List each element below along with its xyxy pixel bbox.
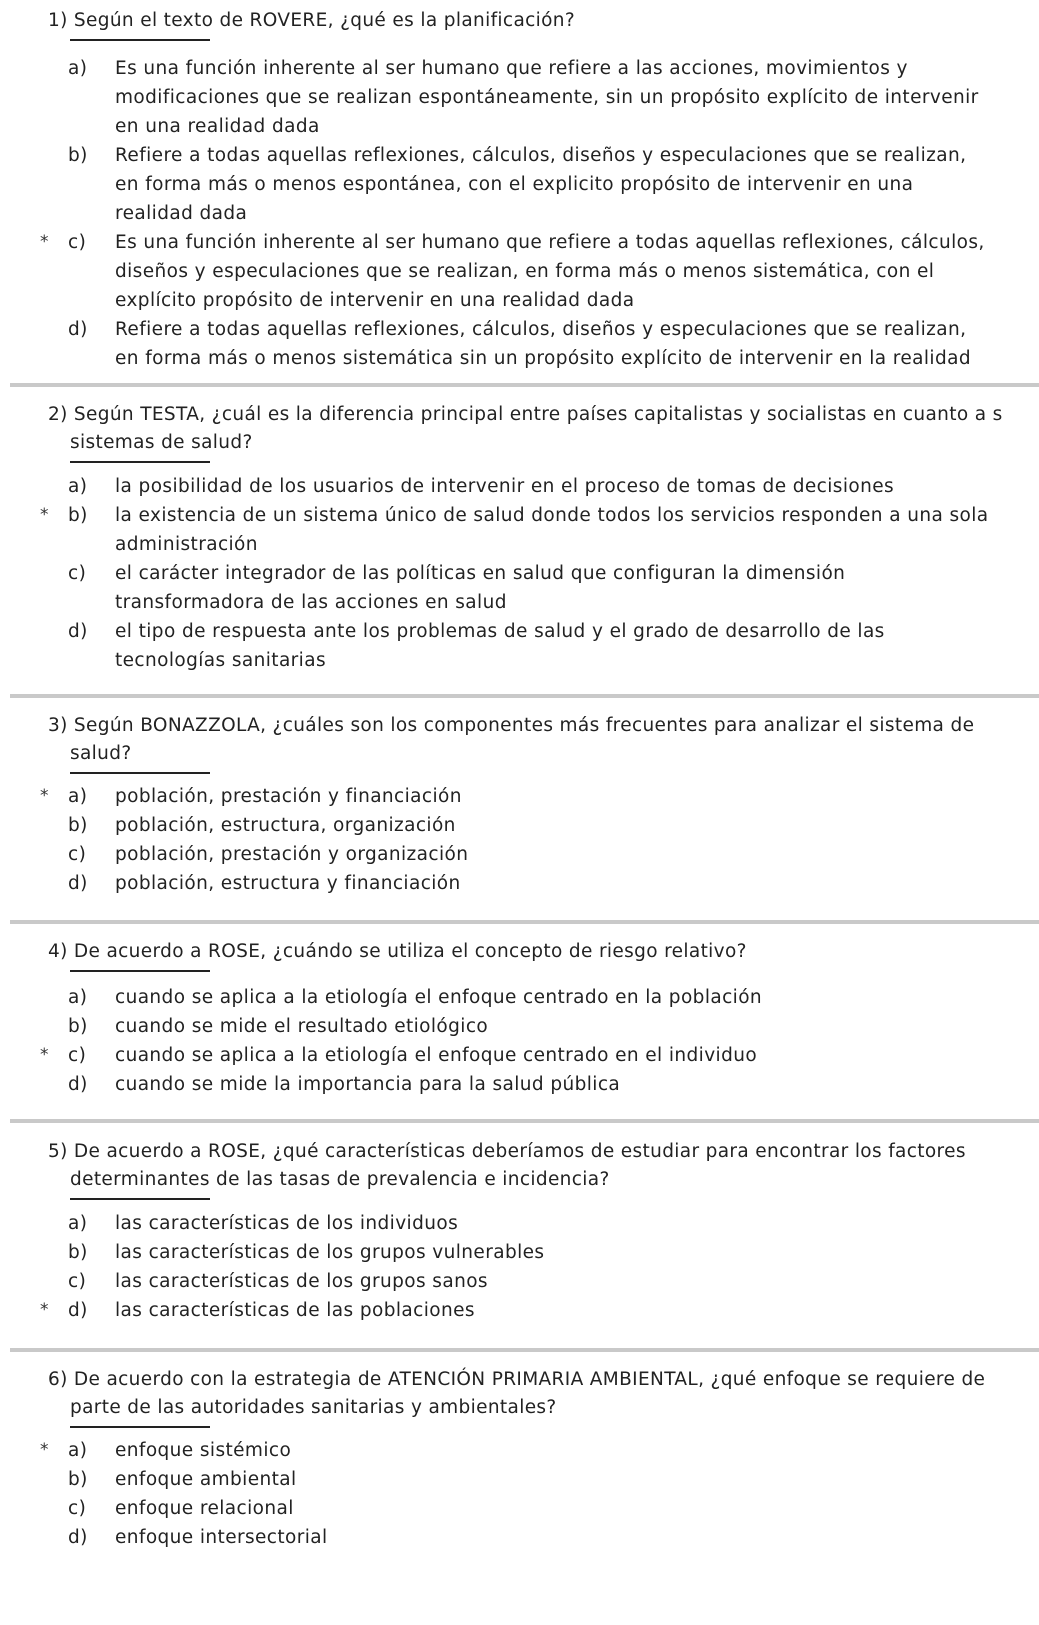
option-text-line: administración — [115, 534, 258, 555]
question-title-line: 6) De acuerdo con la estrategia de ATENCIÓN PRIMARIA AMBIENTAL, ¿qué enfoque se requiere de — [48, 1369, 986, 1390]
question-1 — [0, 7, 1039, 369]
option-text-line: Refiere a todas aquellas reflexiones, cálculos, diseños y especulaciones que se realizan, — [115, 145, 967, 166]
answer-marker: * — [40, 786, 49, 806]
section-divider — [10, 1348, 1039, 1352]
option-text-line: Es una función inherente al ser humano que refiere a todas aquellas reflexiones, cálculos, — [115, 232, 985, 253]
option-letter: c) — [68, 844, 87, 865]
question-4-options — [0, 983, 1039, 1099]
option-letter: b) — [68, 1016, 88, 1037]
title-underline — [70, 461, 210, 463]
answer-marker: * — [40, 1440, 49, 1460]
question-6-title — [48, 1366, 1039, 1422]
option-text-line: realidad dada — [115, 203, 248, 224]
option-d[interactable] — [0, 1523, 1039, 1552]
question-2-options — [0, 472, 1039, 675]
section-divider — [10, 383, 1039, 387]
option-d[interactable] — [0, 1070, 1039, 1099]
section-divider — [10, 920, 1039, 924]
question-title-line: sistemas de salud? — [70, 432, 253, 453]
option-a[interactable] — [0, 1436, 1039, 1465]
option-text-line: las características de los grupos vulnerables — [115, 1242, 545, 1263]
option-text-line: en forma más o menos sistemática sin un propósito explícito de intervenir en la realidad — [115, 348, 971, 369]
option-text-line: enfoque relacional — [115, 1498, 294, 1519]
option-c[interactable] — [0, 1041, 1039, 1070]
option-b[interactable] — [0, 1238, 1039, 1267]
option-text-line: el tipo de respuesta ante los problemas de salud y el grado de desarrollo de las — [115, 621, 885, 642]
option-c[interactable] — [0, 1494, 1039, 1523]
option-letter: b) — [68, 1242, 88, 1263]
option-c[interactable] — [0, 840, 1039, 869]
option-letter: c) — [68, 1498, 87, 1519]
question-4-title — [48, 938, 1039, 966]
answer-marker: * — [40, 232, 49, 252]
option-letter: d) — [68, 873, 88, 894]
question-title-line: 5) De acuerdo a ROSE, ¿qué características deberíamos de estudiar para encontrar los factores — [48, 1141, 966, 1162]
question-6-options — [0, 1436, 1039, 1552]
option-text-line: las características de las poblaciones — [115, 1300, 475, 1321]
option-letter: a) — [68, 58, 88, 79]
option-text-line: las características de los grupos sanos — [115, 1271, 488, 1292]
option-d[interactable] — [0, 617, 1039, 675]
question-3-options — [0, 782, 1039, 898]
option-letter: a) — [68, 786, 88, 807]
question-title-line: determinantes de las tasas de prevalencia e incidencia? — [70, 1169, 610, 1190]
question-5-title — [48, 1138, 1039, 1194]
section-divider — [10, 694, 1039, 698]
question-title-line: 3) Según BONAZZOLA, ¿cuáles son los componentes más frecuentes para analizar el sistema de — [48, 715, 975, 736]
question-5 — [0, 1138, 1039, 1321]
option-letter: b) — [68, 815, 88, 836]
question-title-line: 1) Según el texto de ROVERE, ¿qué es la planificación? — [48, 10, 576, 31]
title-underline — [70, 1198, 210, 1200]
option-b[interactable] — [0, 811, 1039, 840]
title-underline — [70, 772, 210, 774]
question-title-line: parte de las autoridades sanitarias y ambientales? — [70, 1397, 557, 1418]
option-text-line: Refiere a todas aquellas reflexiones, cálculos, diseños y especulaciones que se realizan, — [115, 319, 967, 340]
option-text-line: Es una función inherente al ser humano que refiere a las acciones, movimientos y — [115, 58, 908, 79]
title-underline — [70, 970, 210, 972]
option-b[interactable] — [0, 141, 1039, 228]
option-letter: c) — [68, 563, 87, 584]
option-text-line: las características de los individuos — [115, 1213, 459, 1234]
option-text-line: cuando se mide el resultado etiológico — [115, 1016, 489, 1037]
option-letter: b) — [68, 505, 88, 526]
question-title-line: 2) Según TESTA, ¿cuál es la diferencia principal entre países capitalistas y socialistas en cuanto a s — [48, 404, 1003, 425]
question-1-title — [48, 7, 1039, 35]
option-letter: d) — [68, 319, 88, 340]
option-letter: c) — [68, 1271, 87, 1292]
option-text-line: en forma más o menos espontánea, con el explicito propósito de intervenir en una — [115, 174, 914, 195]
option-d[interactable] — [0, 869, 1039, 898]
question-6 — [0, 1366, 1039, 1548]
option-letter: c) — [68, 1045, 87, 1066]
option-text-line: enfoque intersectorial — [115, 1527, 328, 1548]
option-b[interactable] — [0, 1465, 1039, 1494]
option-c[interactable] — [0, 228, 1039, 315]
option-letter: a) — [68, 987, 88, 1008]
option-text-line: cuando se mide la importancia para la salud pública — [115, 1074, 621, 1095]
option-text-line: población, prestación y financiación — [115, 786, 462, 807]
option-text-line: población, estructura y financiación — [115, 873, 461, 894]
answer-marker: * — [40, 1300, 49, 1320]
option-d[interactable] — [0, 315, 1039, 373]
question-5-options — [0, 1209, 1039, 1325]
question-3-title — [48, 712, 1039, 768]
option-letter: a) — [68, 476, 88, 497]
option-text-line: diseños y especulaciones que se realizan, en forma más o menos sistemática, con el — [115, 261, 935, 282]
question-1-options — [0, 54, 1039, 373]
option-b[interactable] — [0, 1012, 1039, 1041]
option-letter: d) — [68, 1527, 88, 1548]
option-text-line: enfoque sistémico — [115, 1440, 292, 1461]
option-d[interactable] — [0, 1296, 1039, 1325]
option-letter: d) — [68, 621, 88, 642]
question-title-line: salud? — [70, 743, 132, 764]
question-3 — [0, 712, 1039, 894]
option-text-line: cuando se aplica a la etiología el enfoque centrado en la población — [115, 987, 763, 1008]
title-underline — [70, 1426, 210, 1428]
option-text-line: tecnologías sanitarias — [115, 650, 326, 671]
title-underline — [70, 39, 210, 41]
option-letter: c) — [68, 232, 87, 253]
option-text-line: la existencia de un sistema único de salud donde todos los servicios responden a una sola — [115, 505, 989, 526]
option-text-line: cuando se aplica a la etiología el enfoque centrado en el individuo — [115, 1045, 758, 1066]
option-letter: a) — [68, 1213, 88, 1234]
option-c[interactable] — [0, 1267, 1039, 1296]
option-letter: b) — [68, 145, 88, 166]
question-2-title — [48, 401, 1039, 457]
option-letter: a) — [68, 1440, 88, 1461]
answer-marker: * — [40, 1045, 49, 1065]
option-a[interactable] — [0, 782, 1039, 811]
question-2 — [0, 401, 1039, 671]
option-letter: d) — [68, 1074, 88, 1095]
option-c[interactable] — [0, 559, 1039, 617]
answer-marker: * — [40, 505, 49, 525]
option-a[interactable] — [0, 983, 1039, 1012]
option-text-line: modificaciones que se realizan espontáneamente, sin un propósito explícito de intervenir — [115, 87, 979, 108]
option-text-line: el carácter integrador de las políticas en salud que configuran la dimensión — [115, 563, 846, 584]
option-text-line: explícito propósito de intervenir en una realidad dada — [115, 290, 635, 311]
option-text-line: transformadora de las acciones en salud — [115, 592, 507, 613]
option-a[interactable] — [0, 1209, 1039, 1238]
question-title-line: 4) De acuerdo a ROSE, ¿cuándo se utiliza el concepto de riesgo relativo? — [48, 941, 747, 962]
option-letter: b) — [68, 1469, 88, 1490]
option-text-line: enfoque ambiental — [115, 1469, 297, 1490]
option-a[interactable] — [0, 472, 1039, 501]
question-4 — [0, 938, 1039, 1095]
option-letter: d) — [68, 1300, 88, 1321]
section-divider — [10, 1119, 1039, 1123]
option-text-line: en una realidad dada — [115, 116, 320, 137]
option-b[interactable] — [0, 501, 1039, 559]
option-text-line: población, estructura, organización — [115, 815, 456, 836]
option-text-line: la posibilidad de los usuarios de intervenir en el proceso de tomas de decisiones — [115, 476, 895, 497]
option-text-line: población, prestación y organización — [115, 844, 469, 865]
option-a[interactable] — [0, 54, 1039, 141]
